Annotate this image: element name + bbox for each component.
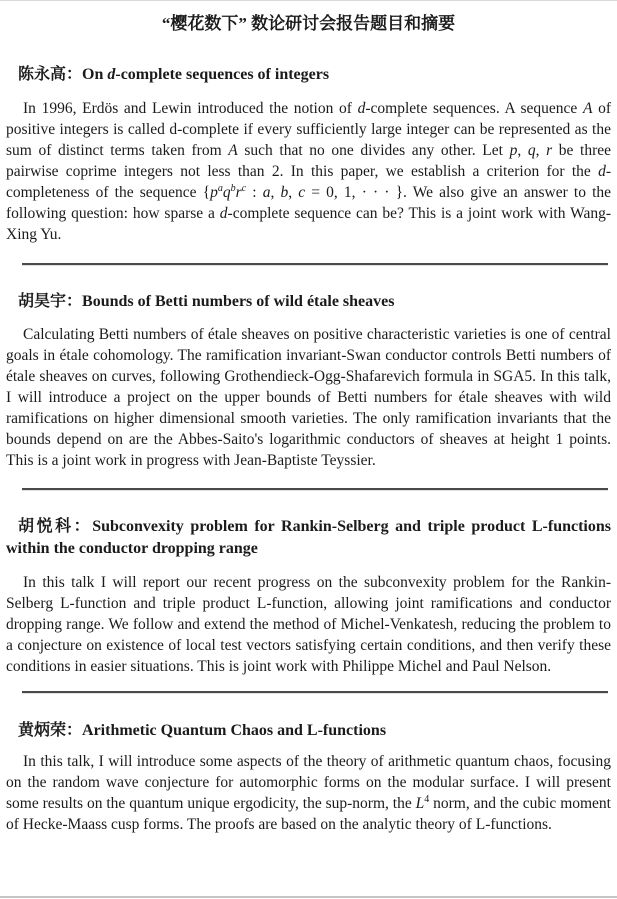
talk-heading (6, 64, 611, 86)
cut-off-divider-bottom (0, 896, 617, 898)
section-divider (22, 263, 608, 265)
abstract-section-hu-haoyu (6, 291, 611, 471)
talk-heading (6, 516, 611, 560)
abstract-text: In this talk I will report our recent progress on the subconvexity problem for the Rankin-Selberg L-function and triple product L-function, allowing joint ramifications and conductor dropping range. We follow and extend the method of Michel-Venkatesh, reducing the problem to a conjecture on existence of local test vectors satisfying certain conditions, and then verify these conditions in easier situations. This is joint work with Philippe Michel and Paul Nelson. (6, 574, 611, 675)
talk-title: Arithmetic Quantum Chaos and L-functions (82, 722, 387, 739)
speaker-name: 胡悦科： (18, 518, 93, 535)
speaker-name: 黄炳荣： (18, 722, 83, 739)
talk-heading (6, 720, 611, 742)
talk-title: Subconvexity problem for Rankin-Selberg and triple product L-functions within the conductor dropping range (6, 518, 611, 557)
abstract-section-huang (6, 720, 611, 835)
abstract-section-chen (6, 64, 611, 245)
abstract-text: Calculating Betti numbers of étale sheaves on positive characteristic varieties is one of central goals in étale cohomology. The ramification invariant-Swan conductor controls Betti numbers of étale sheaves on curves, following Grothendieck-Ogg-Shafarevich formula in SGA5. In this talk, I will introduce a project on the upper bounds of Betti numbers for étale sheaves with wild ramifications on higher dimensional smooth varieties. The only ramification invariants that the bounds depend on are the Abbes-Saito's logarithmic conductors of sheaves at height 1 points. This is a joint work in progress with Jean-Baptiste Teyssier. (6, 326, 611, 469)
cut-off-divider-top (0, 0, 617, 1)
abstract-text: In this talk, I will introduce some aspects of the theory of arithmetic quantum chaos, focusing on the random wave conjecture for automorphic forms on the modular surface. I will present some results on the quantum unique ergodicity, the sup-norm, the $L^4$ norm, and the cubic moment of Hecke-Maass cusp forms. The proofs are based on the analytic theory of L-functions. (6, 753, 611, 833)
speaker-name: 陈永高： (18, 66, 83, 83)
document-title: “樱花数下” 数论研讨会报告题目和摘要 (161, 14, 456, 33)
talk-title: On d-complete sequences of integers (82, 66, 330, 83)
talk-title: Bounds of Betti numbers of wild étale sheaves (82, 293, 395, 310)
section-divider (22, 488, 608, 490)
speaker-name: 胡昊宇： (18, 293, 83, 310)
abstract-text: In 1996, Erdös and Lewin introduced the notion of d-complete sequences. A sequence A of positive integers is called d-complete if every sufficiently large integer can be represented as the sum of distinct terms taken from A such that no one divides any other. Let p, q, r be three pairwise coprime integers not less than 2. In this paper, we establish a criterion for the d-completeness of the sequence {$p^aq^br^c$ : a, b, c = 0, 1, · · · }. We also give an answer to the following question: how sparse a d-complete sequence can be? This is a joint work with Wang-Xing Yu. (6, 100, 612, 243)
abstract-section-hu-yueke (6, 516, 611, 677)
section-divider (22, 691, 608, 693)
talk-heading (6, 291, 611, 313)
